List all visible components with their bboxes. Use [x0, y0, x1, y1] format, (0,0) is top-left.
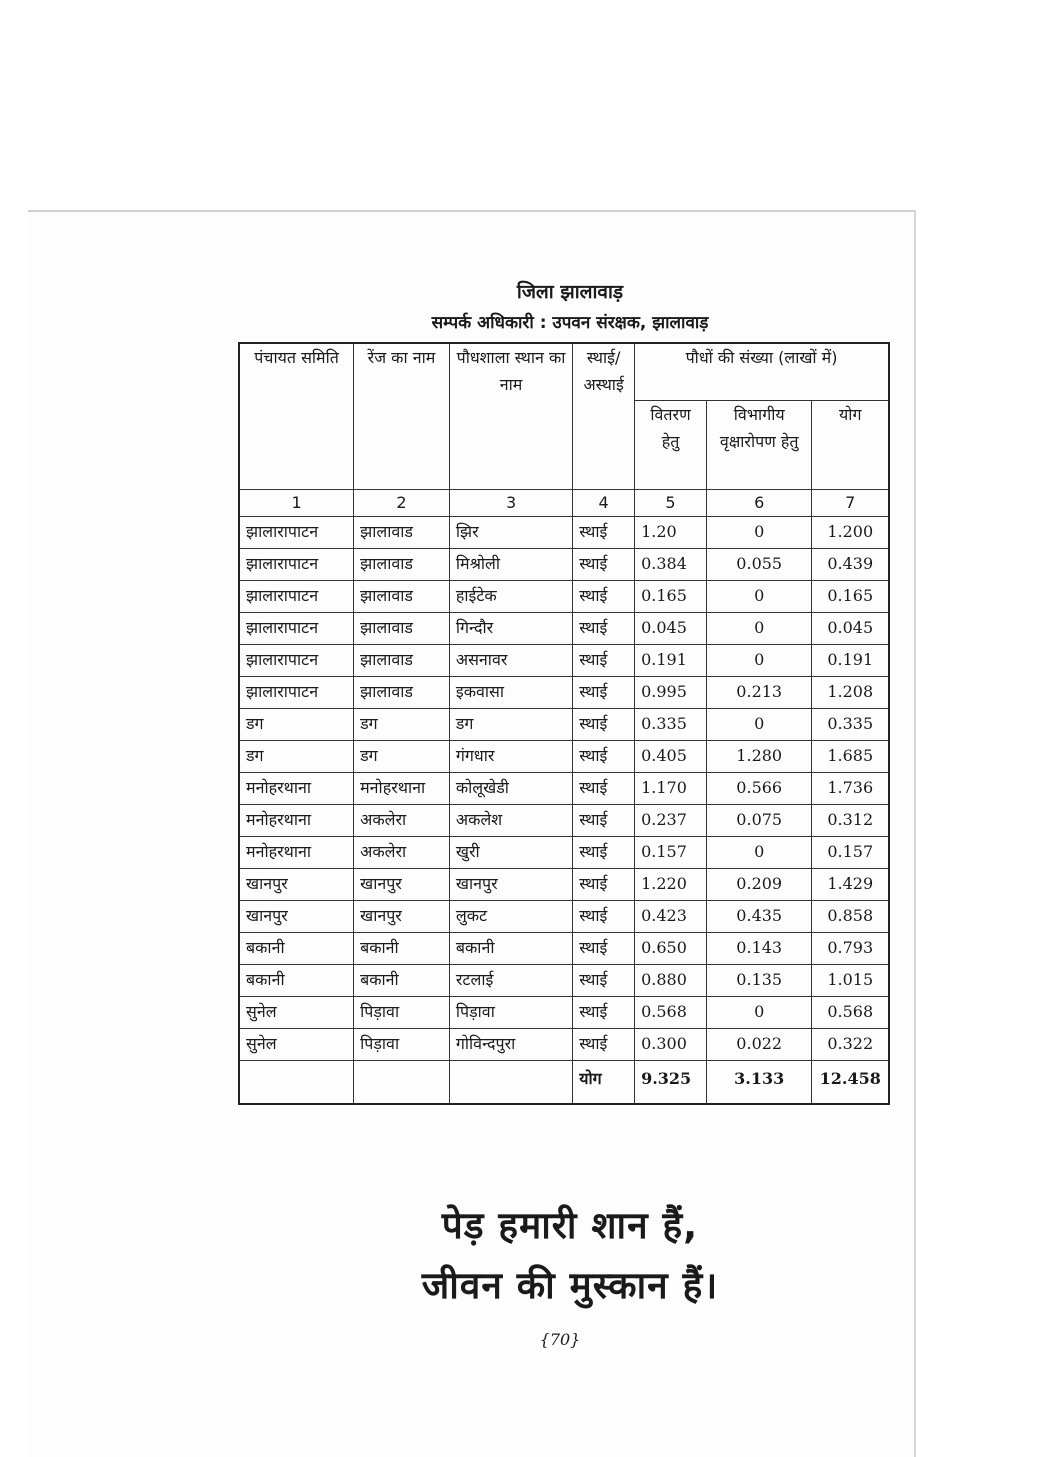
- cell-total: 0.568: [812, 997, 889, 1029]
- cell-panchayat-samiti: मनोहरथाना: [239, 837, 354, 869]
- cell-type: स्थाई: [573, 741, 635, 773]
- cell-total: 0.335: [812, 709, 889, 741]
- cell-departmental: 0: [706, 517, 812, 549]
- cell-total: 0.165: [812, 581, 889, 613]
- cell-range-name: पिड़ावा: [354, 1029, 450, 1061]
- cell-nursery-name: इकवासा: [449, 677, 572, 709]
- page-number: {70}: [539, 1330, 581, 1349]
- cell-type: स्थाई: [573, 869, 635, 901]
- table-body: [239, 517, 889, 1061]
- cell-range-name: झालावाड: [354, 677, 450, 709]
- cell-total: 0.191: [812, 645, 889, 677]
- cell-distribution: 0.045: [635, 613, 707, 645]
- table-row: [239, 773, 889, 805]
- cell-departmental: 0.435: [706, 901, 812, 933]
- cell-panchayat-samiti: सुनेल: [239, 1029, 354, 1061]
- cell-departmental: 0.143: [706, 933, 812, 965]
- cell-total: 0.312: [812, 805, 889, 837]
- cell-distribution: 0.880: [635, 965, 707, 997]
- column-number: 5: [635, 490, 707, 517]
- cell-type: स्थाई: [573, 581, 635, 613]
- cell-panchayat-samiti: झालारापाटन: [239, 645, 354, 677]
- cell-range-name: मनोहरथाना: [354, 773, 450, 805]
- cell-type: स्थाई: [573, 549, 635, 581]
- cell-departmental: 0: [706, 613, 812, 645]
- cell-range-name: बकानी: [354, 965, 450, 997]
- column-number: 6: [706, 490, 812, 517]
- header-departmental: विभागीय वृक्षारोपण हेतु: [706, 401, 812, 490]
- cell-distribution: 0.157: [635, 837, 707, 869]
- table-row: [239, 997, 889, 1029]
- column-number: 3: [449, 490, 572, 517]
- cell-range-name: अकलेरा: [354, 805, 450, 837]
- cell-total: 1.200: [812, 517, 889, 549]
- cell-departmental: 0.022: [706, 1029, 812, 1061]
- cell-type: स्थाई: [573, 933, 635, 965]
- cell-range-name: झालावाड: [354, 549, 450, 581]
- cell-panchayat-samiti: खानपुर: [239, 901, 354, 933]
- cell-departmental: 0: [706, 997, 812, 1029]
- cell-distribution: 0.384: [635, 549, 707, 581]
- cell-nursery-name: गोविन्दपुरा: [449, 1029, 572, 1061]
- cell-nursery-name: हाईटेक: [449, 581, 572, 613]
- cell-type: स्थाई: [573, 837, 635, 869]
- cell-total: 0.157: [812, 837, 889, 869]
- cell-panchayat-samiti: मनोहरथाना: [239, 805, 354, 837]
- cell-range-name: झालावाड: [354, 613, 450, 645]
- district-title: जिला झालावाड़: [516, 281, 624, 303]
- cell-nursery-name: झिर: [449, 517, 572, 549]
- table-row: [239, 517, 889, 549]
- cell-distribution: 0.191: [635, 645, 707, 677]
- cell-distribution: 0.423: [635, 901, 707, 933]
- cell-departmental: 0.209: [706, 869, 812, 901]
- cell-distribution: 0.165: [635, 581, 707, 613]
- table-row: [239, 709, 889, 741]
- cell-panchayat-samiti: बकानी: [239, 965, 354, 997]
- nursery-table: [238, 342, 890, 1105]
- cell-range-name: अकलेरा: [354, 837, 450, 869]
- cell-distribution: 0.237: [635, 805, 707, 837]
- table-row: [239, 869, 889, 901]
- cell-type: स्थाई: [573, 965, 635, 997]
- cell-panchayat-samiti: सुनेल: [239, 997, 354, 1029]
- cell-total: 0.858: [812, 901, 889, 933]
- total-sum: 12.458: [812, 1061, 889, 1105]
- column-number: 7: [812, 490, 889, 517]
- header-panchayat-samiti: पंचायत समिति: [239, 343, 354, 490]
- table-row: [239, 805, 889, 837]
- cell-nursery-name: लुकट: [449, 901, 572, 933]
- cell-distribution: 0.335: [635, 709, 707, 741]
- cell-type: स्थाई: [573, 709, 635, 741]
- header-distribution: वितरण हेतु: [635, 401, 707, 490]
- cell-nursery-name: कोलूखेडी: [449, 773, 572, 805]
- total-label: योग: [573, 1061, 635, 1105]
- cell-range-name: झालावाड: [354, 581, 450, 613]
- table-row: [239, 677, 889, 709]
- table-row: [239, 901, 889, 933]
- cell-panchayat-samiti: झालारापाटन: [239, 549, 354, 581]
- total-empty-cell: [449, 1061, 572, 1105]
- table-row: [239, 1029, 889, 1061]
- column-number: 4: [573, 490, 635, 517]
- cell-range-name: बकानी: [354, 933, 450, 965]
- cell-type: स्थाई: [573, 805, 635, 837]
- table-row: [239, 581, 889, 613]
- cell-panchayat-samiti: झालारापाटन: [239, 581, 354, 613]
- cell-nursery-name: डग: [449, 709, 572, 741]
- cell-type: स्थाई: [573, 1029, 635, 1061]
- cell-total: 1.015: [812, 965, 889, 997]
- cell-nursery-name: रटलाई: [449, 965, 572, 997]
- cell-nursery-name: पिड़ावा: [449, 997, 572, 1029]
- table-row: [239, 645, 889, 677]
- total-row: [239, 1061, 889, 1105]
- cell-nursery-name: असनावर: [449, 645, 572, 677]
- cell-nursery-name: बकानी: [449, 933, 572, 965]
- cell-type: स्थाई: [573, 613, 635, 645]
- cell-nursery-name: अकलेश: [449, 805, 572, 837]
- cell-range-name: खानपुर: [354, 869, 450, 901]
- cell-range-name: झालावाड: [354, 645, 450, 677]
- header-plants-count: पौधों की संख्या (लाखों में): [635, 343, 889, 401]
- total-empty-cell: [239, 1061, 354, 1105]
- cell-total: 0.439: [812, 549, 889, 581]
- header-total: योग: [812, 401, 889, 490]
- cell-panchayat-samiti: झालारापाटन: [239, 517, 354, 549]
- cell-type: स्थाई: [573, 997, 635, 1029]
- cell-total: 1.736: [812, 773, 889, 805]
- cell-departmental: 0.135: [706, 965, 812, 997]
- total-empty-cell: [354, 1061, 450, 1105]
- column-number-row: [239, 490, 889, 517]
- cell-distribution: 1.220: [635, 869, 707, 901]
- contact-officer: सम्पर्क अधिकारी : उपवन संरक्षक, झालावाड़: [431, 313, 709, 333]
- cell-departmental: 0: [706, 645, 812, 677]
- cell-panchayat-samiti: झालारापाटन: [239, 613, 354, 645]
- cell-distribution: 0.300: [635, 1029, 707, 1061]
- cell-range-name: खानपुर: [354, 901, 450, 933]
- cell-departmental: 0.055: [706, 549, 812, 581]
- header-type: स्थाई/ अस्थाई: [573, 343, 635, 490]
- cell-departmental: 0: [706, 581, 812, 613]
- cell-panchayat-samiti: मनोहरथाना: [239, 773, 354, 805]
- slogan-line-1: पेड़ हमारी शान हैं,: [441, 1204, 699, 1247]
- cell-type: स्थाई: [573, 773, 635, 805]
- cell-total: 0.793: [812, 933, 889, 965]
- cell-total: 1.208: [812, 677, 889, 709]
- table-row: [239, 549, 889, 581]
- cell-range-name: डग: [354, 709, 450, 741]
- cell-departmental: 1.280: [706, 741, 812, 773]
- cell-departmental: 0.213: [706, 677, 812, 709]
- cell-total: 0.045: [812, 613, 889, 645]
- cell-type: स्थाई: [573, 645, 635, 677]
- cell-nursery-name: मिश्रोली: [449, 549, 572, 581]
- cell-range-name: डग: [354, 741, 450, 773]
- cell-type: स्थाई: [573, 901, 635, 933]
- table-row: [239, 837, 889, 869]
- cell-departmental: 0: [706, 709, 812, 741]
- table-row: [239, 965, 889, 997]
- cell-type: स्थाई: [573, 517, 635, 549]
- cell-panchayat-samiti: खानपुर: [239, 869, 354, 901]
- cell-panchayat-samiti: झालारापाटन: [239, 677, 354, 709]
- header-nursery-name: पौधशाला स्थान का नाम: [449, 343, 572, 490]
- cell-nursery-name: गंगधार: [449, 741, 572, 773]
- cell-total: 1.685: [812, 741, 889, 773]
- cell-departmental: 0.566: [706, 773, 812, 805]
- cell-nursery-name: खुरी: [449, 837, 572, 869]
- header-range-name: रेंज का नाम: [354, 343, 450, 490]
- total-distribution: 9.325: [635, 1061, 707, 1105]
- cell-total: 0.322: [812, 1029, 889, 1061]
- cell-distribution: 1.20: [635, 517, 707, 549]
- table-row: [239, 741, 889, 773]
- cell-type: स्थाई: [573, 677, 635, 709]
- total-departmental: 3.133: [706, 1061, 812, 1105]
- cell-panchayat-samiti: बकानी: [239, 933, 354, 965]
- cell-panchayat-samiti: डग: [239, 709, 354, 741]
- table-row: [239, 933, 889, 965]
- cell-departmental: 0.075: [706, 805, 812, 837]
- cell-distribution: 0.995: [635, 677, 707, 709]
- column-number: 2: [354, 490, 450, 517]
- slogan-line-2: जीवन की मुस्कान हैं।: [421, 1264, 719, 1307]
- cell-departmental: 0: [706, 837, 812, 869]
- cell-range-name: पिड़ावा: [354, 997, 450, 1029]
- table-row: [239, 613, 889, 645]
- cell-distribution: 0.568: [635, 997, 707, 1029]
- cell-distribution: 1.170: [635, 773, 707, 805]
- cell-nursery-name: गिन्दौर: [449, 613, 572, 645]
- cell-panchayat-samiti: डग: [239, 741, 354, 773]
- cell-range-name: झालावाड: [354, 517, 450, 549]
- column-number: 1: [239, 490, 354, 517]
- cell-distribution: 0.405: [635, 741, 707, 773]
- cell-distribution: 0.650: [635, 933, 707, 965]
- cell-nursery-name: खानपुर: [449, 869, 572, 901]
- cell-total: 1.429: [812, 869, 889, 901]
